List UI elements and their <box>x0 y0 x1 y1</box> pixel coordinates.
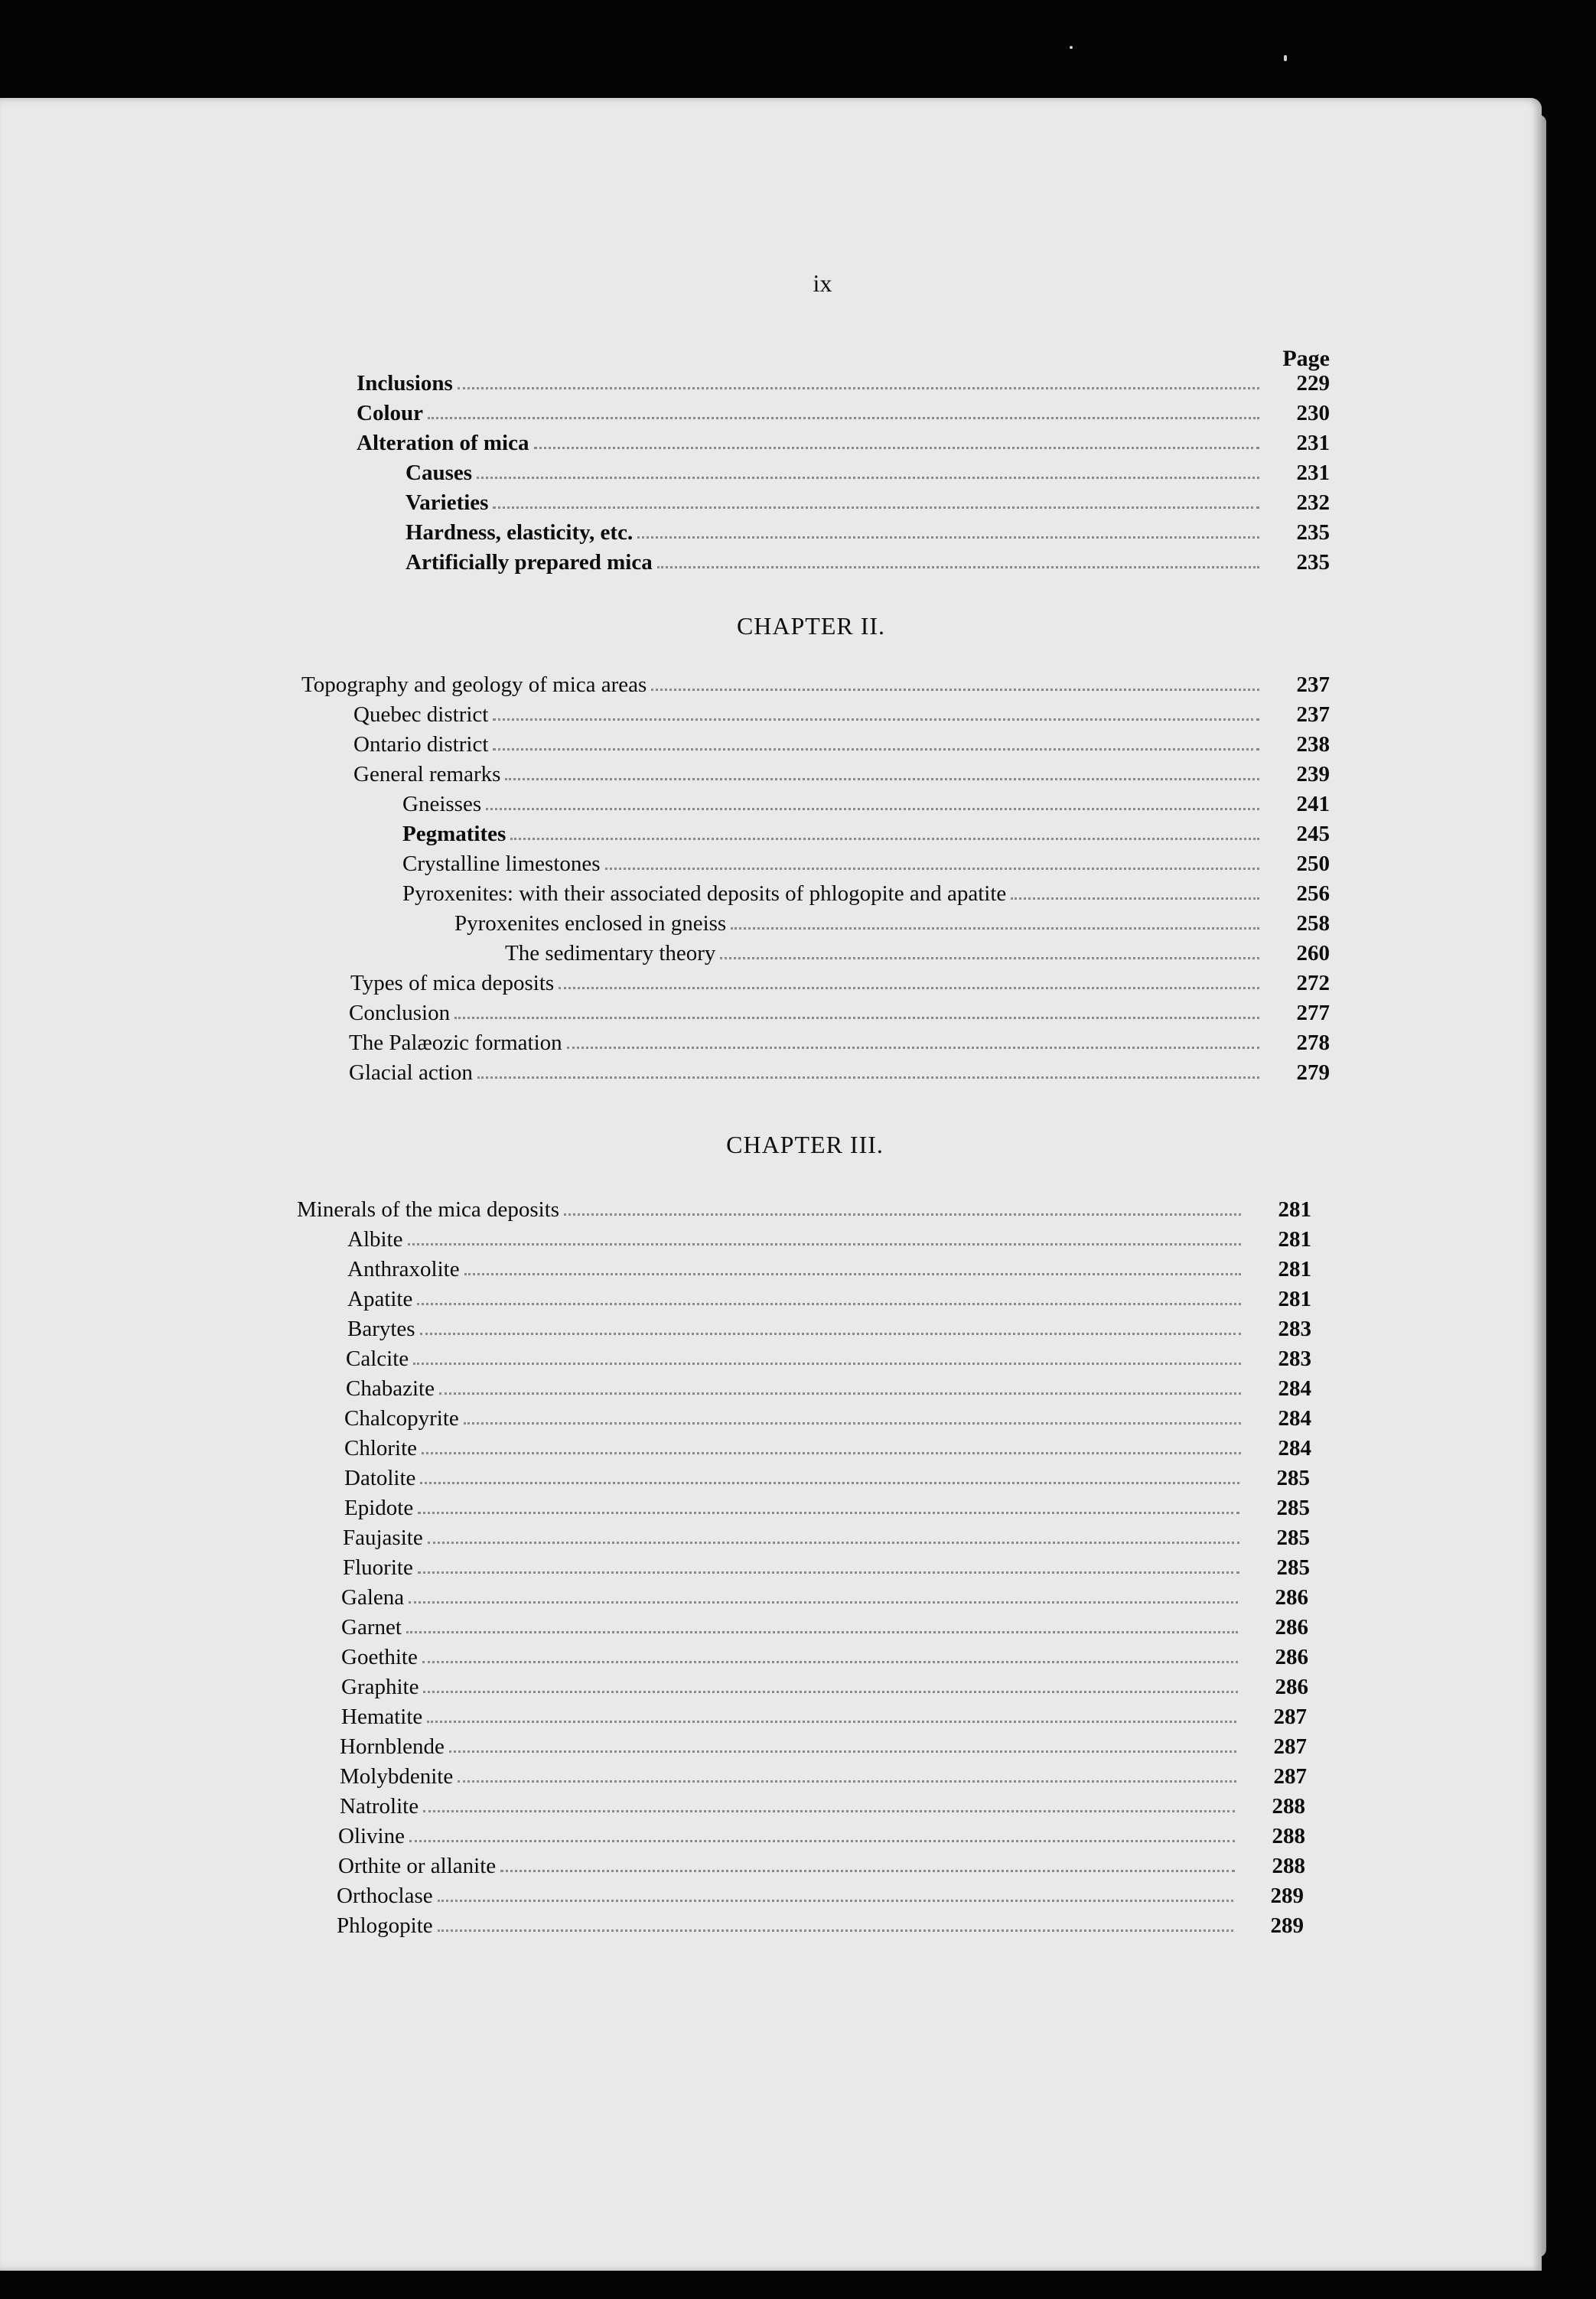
toc-entry-page: 272 <box>1296 971 1330 995</box>
toc-entry-title: Garnet <box>341 1615 402 1640</box>
toc-entry-page: 260 <box>1296 941 1330 966</box>
toc-entry-page: 289 <box>1270 1884 1304 1908</box>
toc-entry-page: 235 <box>1296 550 1330 575</box>
toc-entry-title: The sedimentary theory <box>505 941 716 966</box>
dot-leader <box>477 1076 1259 1079</box>
dot-leader <box>423 1691 1238 1693</box>
toc-entry <box>402 786 1330 817</box>
toc-entry-title: Pegmatites <box>402 822 506 846</box>
toc-entry <box>347 1281 1311 1312</box>
dot-leader <box>418 1571 1239 1574</box>
toc-entry-page: 281 <box>1278 1257 1311 1281</box>
dot-leader <box>418 1512 1239 1514</box>
dot-leader <box>567 1047 1259 1049</box>
toc-entry-title: Inclusions <box>357 371 453 396</box>
toc-entry <box>340 1729 1307 1760</box>
toc-entry-title: Anthraxolite <box>347 1257 460 1281</box>
toc-entry-title: Albite <box>347 1227 403 1252</box>
scan-speck <box>1070 46 1073 49</box>
page-column-heading: Page <box>1282 346 1330 371</box>
toc-entry-title: Hardness, elasticity, etc. <box>406 520 634 545</box>
toc-entry-title: Pyroxenites enclosed in gneiss <box>454 911 727 936</box>
toc-entry <box>505 936 1330 966</box>
dot-leader <box>427 1721 1236 1723</box>
toc-entry-title: Galena <box>341 1585 405 1610</box>
dot-leader <box>657 566 1259 568</box>
toc-entry-title: General remarks <box>353 762 501 786</box>
toc-entry <box>406 485 1330 516</box>
toc-entry-title: Fluorite <box>343 1555 413 1580</box>
toc-entry-title: Molybdenite <box>340 1764 454 1789</box>
dot-leader <box>493 718 1259 721</box>
dot-leader <box>449 1750 1236 1753</box>
toc-entry <box>337 1878 1304 1909</box>
toc-entry <box>340 1759 1307 1789</box>
toc-entry <box>347 1311 1311 1342</box>
toc-entry-title: Types of mica deposits <box>350 971 555 995</box>
toc-entry-title: Minerals of the mica deposits <box>297 1197 560 1222</box>
toc-entry-page: 250 <box>1296 852 1330 876</box>
toc-entry <box>349 1055 1330 1086</box>
toc-entry-page: 284 <box>1278 1436 1311 1460</box>
dot-leader <box>438 1929 1233 1932</box>
toc-entry-page: 283 <box>1278 1347 1311 1371</box>
toc-entry <box>297 1192 1311 1223</box>
toc-entry-title: Glacial action <box>349 1060 473 1085</box>
dot-leader <box>651 689 1259 691</box>
dot-leader <box>428 1542 1239 1544</box>
toc-entry-page: 237 <box>1296 672 1330 697</box>
toc-entry-title: Pyroxenites: with their associated deposits of phlogopite and apatite <box>402 881 1007 906</box>
dot-leader <box>458 387 1259 389</box>
toc-entry-title: Crystalline limestones <box>402 852 601 876</box>
dot-leader <box>422 1661 1238 1663</box>
dot-leader <box>637 536 1259 539</box>
dot-leader <box>420 1333 1241 1335</box>
toc-entry <box>341 1580 1308 1610</box>
toc-entry-page: 258 <box>1296 911 1330 936</box>
toc-entry-page: 241 <box>1296 792 1330 816</box>
toc-entry-page: 285 <box>1276 1496 1310 1520</box>
toc-entry <box>344 1490 1310 1521</box>
chapter-heading: CHAPTER II. <box>736 612 886 640</box>
toc-entry-title: Orthite or allanite <box>338 1854 497 1878</box>
toc-entry-title: Faujasite <box>343 1526 423 1550</box>
toc-entry-title: The Palæozic formation <box>349 1031 562 1055</box>
toc-entry-title: Hematite <box>341 1705 423 1729</box>
toc-entry-title: Natrolite <box>340 1794 419 1819</box>
toc-entry <box>347 1222 1311 1252</box>
toc-entry-page: 278 <box>1296 1031 1330 1055</box>
toc-entry-page: 235 <box>1296 520 1330 545</box>
toc-entry-page: 281 <box>1278 1197 1311 1222</box>
toc-entry-title: Topography and geology of mica areas <box>301 672 647 697</box>
toc-entry <box>454 906 1330 936</box>
toc-entry-page: 283 <box>1278 1317 1311 1341</box>
toc-entry-title: Goethite <box>341 1645 418 1669</box>
toc-entry-page: 285 <box>1276 1555 1310 1580</box>
toc-entry <box>346 1371 1311 1402</box>
dot-leader <box>1011 897 1259 900</box>
toc-entry-page: 286 <box>1275 1615 1308 1640</box>
dot-leader <box>559 987 1259 989</box>
dot-leader <box>731 927 1259 930</box>
toc-entry <box>338 1848 1305 1879</box>
toc-entry <box>402 816 1330 847</box>
toc-entry <box>341 1640 1308 1670</box>
dot-leader <box>477 477 1259 479</box>
toc-entry-title: Conclusion <box>349 1001 451 1025</box>
toc-entry-title: Colour <box>357 401 423 425</box>
dot-leader <box>420 1482 1239 1484</box>
toc-entry <box>406 455 1330 486</box>
dot-leader <box>493 506 1259 509</box>
toc-entry <box>402 876 1330 907</box>
toc-entry <box>341 1699 1307 1730</box>
dot-leader <box>428 417 1259 419</box>
toc-entry <box>341 1610 1308 1640</box>
toc-entry-page: 279 <box>1296 1060 1330 1085</box>
dot-leader <box>409 1601 1238 1604</box>
toc-entry <box>343 1520 1310 1551</box>
toc-entry-title: Chalcopyrite <box>344 1406 459 1431</box>
toc-entry-page: 284 <box>1278 1406 1311 1431</box>
dot-leader <box>564 1213 1241 1216</box>
toc-entry <box>341 1669 1308 1700</box>
toc-entry-title: Quebec district <box>353 702 489 727</box>
toc-entry-title: Epidote <box>344 1496 414 1520</box>
dot-leader <box>406 1631 1238 1633</box>
toc-entry-title: Varieties <box>406 490 489 515</box>
toc-entry-title: Artificially prepared mica <box>406 550 653 575</box>
toc-entry <box>344 1431 1311 1461</box>
dot-leader <box>458 1780 1236 1783</box>
dot-leader <box>486 808 1259 810</box>
toc-entry-page: 284 <box>1278 1376 1311 1401</box>
toc-entry <box>340 1789 1305 1819</box>
toc-entry-page: 288 <box>1272 1794 1305 1819</box>
toc-entry-page: 277 <box>1296 1001 1330 1025</box>
toc-entry-title: Graphite <box>341 1675 419 1699</box>
chapter-heading: CHAPTER III. <box>726 1131 884 1158</box>
dot-leader <box>464 1422 1241 1425</box>
toc-entry <box>344 1401 1311 1431</box>
dot-leader <box>423 1810 1235 1812</box>
dot-leader <box>510 838 1259 840</box>
toc-entry-title: Olivine <box>338 1824 405 1848</box>
toc-entry-title: Ontario district <box>353 732 489 757</box>
dot-leader <box>439 1392 1241 1395</box>
toc-entry <box>350 966 1330 996</box>
toc-entry-page: 281 <box>1278 1287 1311 1311</box>
toc-entry <box>357 366 1330 396</box>
dot-leader <box>500 1870 1235 1872</box>
toc-entry-page: 229 <box>1296 371 1330 396</box>
toc-entry-title: Calcite <box>346 1347 409 1371</box>
toc-entry <box>347 1252 1311 1282</box>
toc-entry-page: 285 <box>1276 1466 1310 1490</box>
toc-entry-title: Hornblende <box>340 1734 445 1759</box>
toc-entry <box>343 1550 1310 1581</box>
toc-entry-title: Orthoclase <box>337 1884 433 1908</box>
toc-entry-page: 288 <box>1272 1824 1305 1848</box>
toc-entry-page: 239 <box>1296 762 1330 786</box>
toc-entry <box>301 667 1330 698</box>
dot-leader <box>454 1017 1259 1019</box>
toc-entry <box>406 545 1330 575</box>
dot-leader <box>720 957 1259 959</box>
page-number: ix <box>813 269 832 297</box>
toc-entry-page: 256 <box>1296 881 1330 906</box>
dot-leader <box>493 748 1259 751</box>
toc-entry-page: 288 <box>1272 1854 1305 1878</box>
toc-entry-page: 285 <box>1276 1526 1310 1550</box>
toc-entry-page: 287 <box>1273 1734 1307 1759</box>
toc-entry-page: 245 <box>1296 822 1330 846</box>
toc-entry <box>346 1341 1311 1372</box>
toc-entry-page: 230 <box>1296 401 1330 425</box>
toc-entry <box>357 396 1330 426</box>
toc-entry <box>338 1819 1305 1849</box>
toc-entry-page: 286 <box>1275 1645 1308 1669</box>
toc-entry-title: Chlorite <box>344 1436 418 1460</box>
dot-leader <box>413 1363 1241 1365</box>
toc-entry-page: 231 <box>1296 431 1330 455</box>
dot-leader <box>534 447 1260 449</box>
toc-entry-page: 286 <box>1275 1585 1308 1610</box>
toc-entry <box>349 995 1330 1026</box>
dot-leader <box>417 1303 1241 1305</box>
dot-leader <box>409 1840 1235 1842</box>
toc-entry-page: 238 <box>1296 732 1330 757</box>
toc-entry-page: 289 <box>1270 1913 1304 1938</box>
toc-entry <box>353 697 1330 728</box>
toc-entry-title: Phlogopite <box>337 1913 433 1938</box>
toc-entry-page: 286 <box>1275 1675 1308 1699</box>
toc-entry <box>337 1908 1304 1939</box>
toc-entry <box>344 1460 1310 1491</box>
toc-entry-title: Apatite <box>347 1287 413 1311</box>
toc-entry-page: 281 <box>1278 1227 1311 1252</box>
toc-entry-title: Alteration of mica <box>357 431 529 455</box>
dot-leader <box>605 868 1259 870</box>
toc-entry-page: 287 <box>1273 1705 1307 1729</box>
dot-leader <box>464 1273 1241 1275</box>
toc-entry-title: Barytes <box>347 1317 415 1341</box>
dot-leader <box>422 1452 1241 1454</box>
toc-entry-title: Datolite <box>344 1466 416 1490</box>
toc-entry <box>402 846 1330 877</box>
toc-entry-page: 231 <box>1296 461 1330 485</box>
scan-speck <box>1284 55 1287 61</box>
toc-entry-page: 287 <box>1273 1764 1307 1789</box>
toc-entry-title: Causes <box>406 461 473 485</box>
toc-entry <box>353 757 1330 787</box>
toc-entry <box>349 1025 1330 1056</box>
toc-entry-page: 232 <box>1296 490 1330 515</box>
dot-leader <box>505 778 1259 780</box>
toc-entry-title: Chabazite <box>346 1376 435 1401</box>
dot-leader <box>438 1900 1233 1902</box>
dot-leader <box>408 1243 1242 1246</box>
toc-entry <box>357 425 1330 456</box>
toc-entry-title: Gneisses <box>402 792 482 816</box>
toc-entry-page: 237 <box>1296 702 1330 727</box>
toc-entry <box>353 727 1330 757</box>
toc-entry <box>406 515 1330 545</box>
